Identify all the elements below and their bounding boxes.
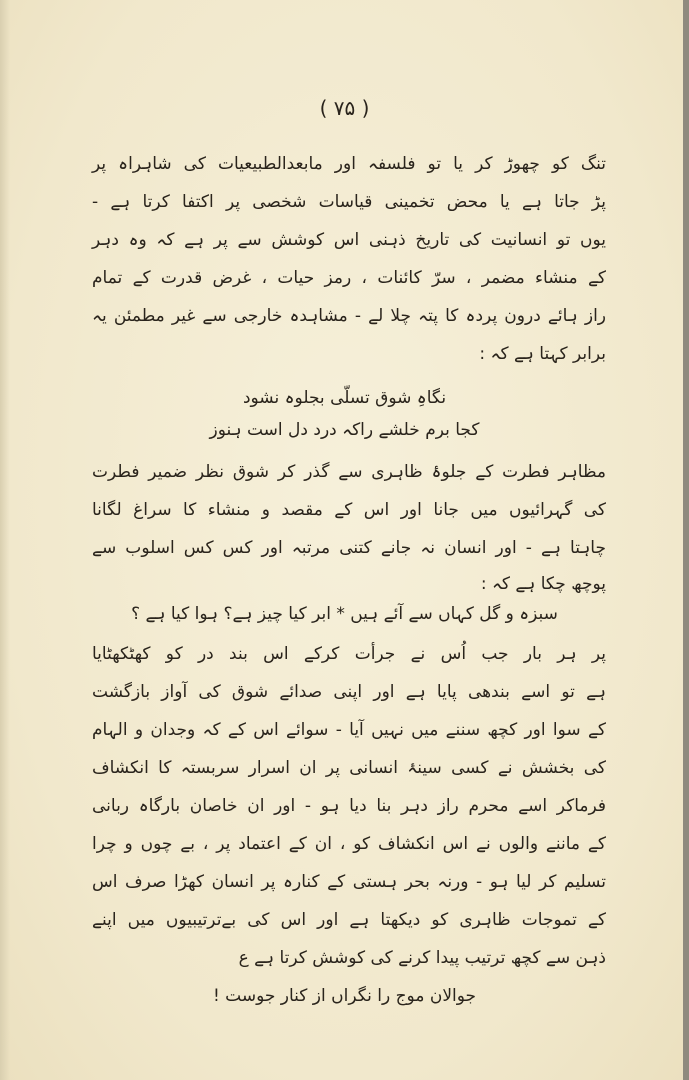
- paragraph-line: کے ماننے والوں نے اس انکشاف کو ، ان کے اعتماد پر ، بے چوں و چرا: [92, 834, 606, 854]
- paragraph-line: کے سوا اور کچھ سننے میں نہیں آیا - سوائے اس کے کہ وجدان و الہام: [92, 720, 606, 740]
- paragraph-line: راز ہائے درون پردہ کا پتہ چلا لے - مشاہدہ خارجی سے غیر مطمئن یہ: [92, 306, 606, 326]
- verse-line: سبزہ و گل کہاں سے آئے ہیں * ابر کیا چیز ہے؟ ہوا کیا ہے ؟: [131, 604, 558, 624]
- paragraph-line: تنگ کو چھوڑ کر یا تو فلسفہ اور مابعدالطبیعیات کی شاہراہ پر: [92, 154, 606, 174]
- paragraph-line: فرماکر اسے محرم راز دہر بنا دیا ہو - اور ان خاصان بارگاہ ربانی: [92, 796, 606, 816]
- paragraph-line: کی گہرائیوں میں جانا اور اس کے مقصد و منشاء کا سراغ لگانا: [92, 500, 606, 520]
- paragraph-line: پوچھ چکا ہے کہ :: [480, 574, 606, 594]
- verse-line: کجا برم خلشے راکہ درد دل است ہنوز: [209, 420, 480, 440]
- paragraph-line: کے منشاء مضمر ، سرّ کائنات ، رمز حیات ، غرض قدرت کے تمام: [92, 268, 606, 288]
- paragraph-line: پر ہر بار جب اُس نے جرأت کرکے اس بند در کو کھٹکھٹایا: [92, 644, 606, 664]
- verse-line: جوالان موج را نگراں از کنار جوست !: [212, 986, 477, 1006]
- paragraph-line: چاہتا ہے - اور انسان نہ جانے کتنی مرتبہ اور کس کس اسلوب سے: [92, 538, 606, 558]
- paragraph-line: پڑ جاتا ہے یا محض تخمینی قیاسات شخصی پر اکتفا کرتا ہے -: [92, 192, 606, 212]
- paragraph-line: برابر کہتا ہے کہ :: [479, 344, 606, 364]
- paragraph-line: ہے تو اسے بندھی پایا ہے اور اپنی صدائے شوق کی آواز بازگشت: [92, 682, 606, 702]
- verse-line: نگاہِ شوق تسلّی بجلوہ نشود: [242, 388, 447, 408]
- paragraph-line: مظاہر فطرت کے جلوۂ ظاہری سے گذر کر شوق نظر ضمیر فطرت: [92, 462, 606, 482]
- page-right-edge: [683, 0, 689, 1080]
- paragraph-line: یوں تو انسانیت کی تاریخ ذہنی اس کوشش سے پر ہے کہ وہ دہر: [92, 230, 606, 250]
- paragraph-line: کی بخشش نے کسی سینۂ انسانی پر ان اسرار سربستہ کا انکشاف: [92, 758, 606, 778]
- paragraph-line: تسلیم کر لیا ہو - ورنہ بحر ہستی کے کنارہ پر انسان کھڑا صرف اس: [92, 872, 606, 892]
- page-number: ( ۷۵ ): [319, 96, 370, 120]
- paragraph-line: ذہن سے کچھ ترتیب پیدا کرنے کی کوشش کرتا ہے ع: [238, 948, 606, 968]
- page-left-shadow: [0, 0, 10, 1080]
- paragraph-line: کے تموجات ظاہری کو دیکھتا ہے اور اس کی بےترتیبیوں میں اپنے: [92, 910, 606, 930]
